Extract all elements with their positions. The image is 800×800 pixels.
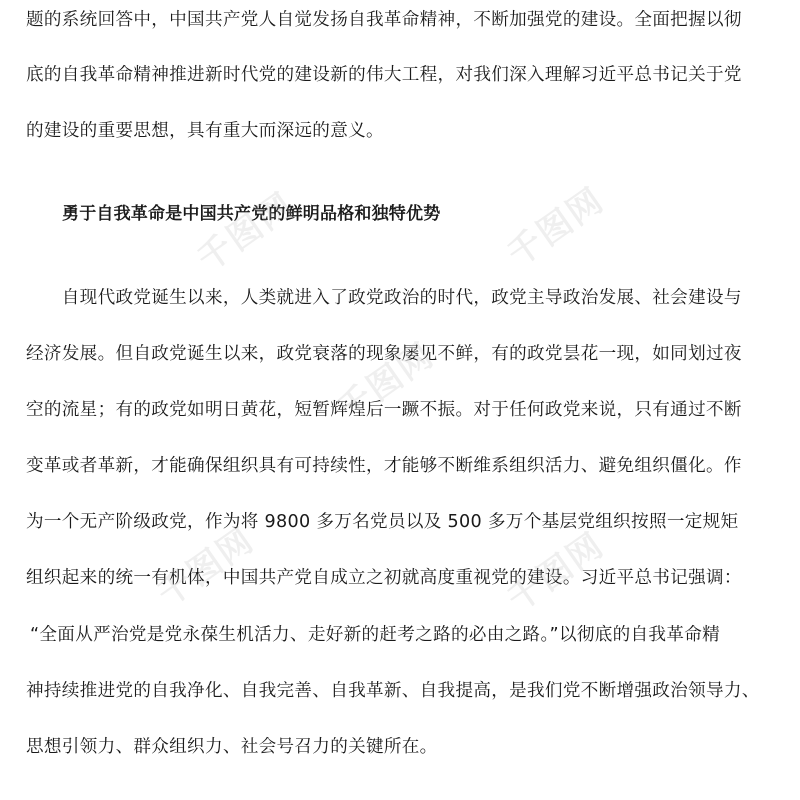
watermark-2: 千图网 — [500, 180, 612, 275]
paragraph-1-line-3: 的建设的重要思想，具有重大而深远的意义。 — [26, 121, 384, 141]
paragraph-2-line-2: 经济发展。但自政党诞生以来，政党衰落的现象屡见不鲜，有的政党昙花一现，如同划过夜 — [26, 344, 742, 364]
watermark-3: 千图网 — [330, 335, 442, 430]
section-heading: 勇于自我革命是中国共产党的鲜明品格和独特优势 — [62, 204, 441, 224]
paragraph-2-line-9: 思想引领力、群众组织力、社会号召力的关键所在。 — [26, 737, 438, 757]
watermark-5: 千图网 — [500, 525, 612, 620]
paragraph-1-line-2: 底的自我革命精神推进新时代党的建设新的伟大工程，对我们深入理解习近平总书记关于党 — [26, 65, 742, 85]
paragraph-2-line-3: 空的流星；有的政党如明日黄花，短暂辉煌后一蹶不振。对于任何政党来说，只有通过不断 — [26, 400, 742, 420]
paragraph-2-line-1: 自现代政党诞生以来，人类就进入了政党政治的时代，政党主导政治发展、社会建设与 — [26, 288, 742, 308]
paragraph-2-line-8: 神持续推进党的自我净化、自我完善、自我革新、自我提高，是我们党不断增强政治领导力、 — [26, 681, 760, 701]
paragraph-2-line-7: “全面从严治党是党永葆生机活力、走好新的赶考之路的必由之路。”以彻底的自我革命精 — [30, 625, 720, 645]
watermark-4: 千图网 — [150, 520, 262, 615]
paragraph-2-line-5: 为一个无产阶级政党，作为将 9800 多万名党员以及 500 多万个基层党组织按照一定规矩 — [26, 512, 739, 532]
watermark-1: 千图网 — [190, 185, 302, 280]
paragraph-2-line-6: 组织起来的统一有机体，中国共产党自成立之初就高度重视党的建设。习近平总书记强调： — [26, 568, 742, 588]
paragraph-1-line-1: 题的系统回答中，中国共产党人自觉发扬自我革命精神，不断加强党的建设。全面把握以彻 — [26, 10, 742, 30]
paragraph-2-line-4: 变革或者革新，才能确保组织具有可持续性，才能够不断维系组织活力、避免组织僵化。作 — [26, 456, 742, 476]
